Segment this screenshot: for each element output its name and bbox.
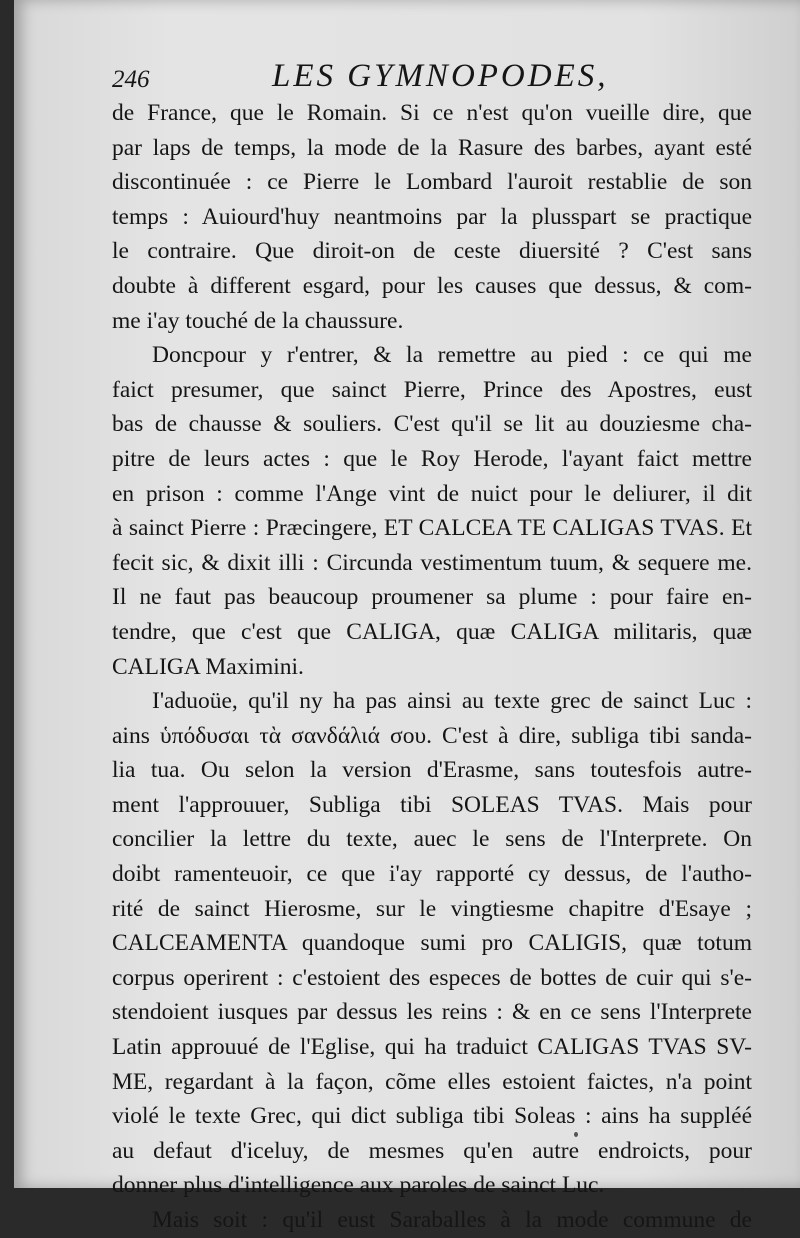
text-line: le contraire. Que diroit-on de ceste diuersité ? C'est sans [112,238,752,265]
text-line: ME, regardant à la façon, cõme elles estoient faictes, n'a point [112,1068,752,1095]
text-line: me i'ay touché de la chaussure. [112,307,404,334]
text-line: Il ne faut pas beaucoup proumener sa plume : pour faire en- [112,584,752,611]
text-line: bas de chausse & souliers. C'est qu'il se lit au douziesme cha- [112,411,752,438]
paragraph-first-line: Doncpour y r'entrer, & la remettre au pied : ce qui me [152,342,752,369]
text-line: au defaut d'iceluy, de mesmes qu'en autre endroicts, pour [112,1137,752,1164]
text-line: CALCEAMENTA quandoque sumi pro CALIGIS, quæ totum [112,930,752,957]
text-line: faict presumer, que sainct Pierre, Prince des Apostres, eust [112,376,752,403]
text-line: CALIGA Maximini. [112,653,304,680]
text-line: pitre de leurs actes : que le Roy Herode, l'ayant faict mettre [112,445,752,472]
text-line: par laps de temps, la mode de la Rasure des barbes, ayant esté [112,134,752,161]
text-line: tendre, que c'est que CALIGA, quæ CALIGA militaris, quæ [112,618,752,645]
text-line: rité de sainct Hierosme, sur le vingtiesme chapitre d'Esaye ; [112,895,752,922]
text-line: corpus operirent : c'estoient des especes de bottes de cuir qui s'e- [112,964,752,991]
paragraph-first-line: Mais soit : qu'il eust Saraballes à la mode commune de [152,1207,752,1233]
running-title: LES GYMNOPODES, [272,58,609,94]
text-line: stendoient iusques par dessus les reins : & en ce sens l'Interprete [112,999,752,1026]
text-line: doubte à different esgard, pour les causes que dessus, & com- [112,272,752,299]
text-line: à sainct Pierre : Præcingere, ET CALCEA TE CALIGAS TVAS. Et [112,515,752,542]
text-line: concilier la lettre du texte, auec le sens de l'Interprete. On [112,826,752,853]
text-line: ains ὑπόδυσαι τὰ σανδάλιά σου. C'est à dire, subliga tibi sanda- [112,722,752,749]
text-line: de France, que le Romain. Si ce n'est qu'on vueille dire, que [112,100,752,126]
ink-speck [574,1132,578,1137]
text-line: Latin approuué de l'Eglise, qui ha traduict CALIGAS TVAS SV- [112,1034,752,1061]
page-header [112,58,752,98]
text-line: en prison : comme l'Ange vint de nuict pour le deliurer, il dit [112,480,752,507]
page-number: 246 [112,66,150,93]
text-line: fecit sic, & dixit illi : Circunda vestimentum tuum, & sequere me. [112,549,752,576]
body-text [112,96,752,1238]
text-line: discontinuée : ce Pierre le Lombard l'auroit restablie de son [112,169,752,196]
text-line: doibt ramenteuoir, ce que i'ay rapporté cy dessus, de l'autho- [112,861,752,888]
text-line: ment l'approuuer, Subliga tibi SOLEAS TVAS. Mais pour [112,791,752,818]
text-line: violé le texte Grec, qui dict subliga tibi Soleas : ains ha suppléé [112,1103,752,1130]
paragraph-first-line: I'aduoüe, qu'il ny ha pas ainsi au texte grec de sainct Luc : [152,688,752,715]
text-line: donner plus d'intelligence aux paroles de sainct Luc. [112,1172,605,1199]
text-line: temps : Auiourd'huy neantmoins par la plusspart se practique [112,203,752,230]
book-page [14,0,800,1233]
text-line: lia tua. Ou selon la version d'Erasme, sans toutesfois autre- [112,757,752,784]
